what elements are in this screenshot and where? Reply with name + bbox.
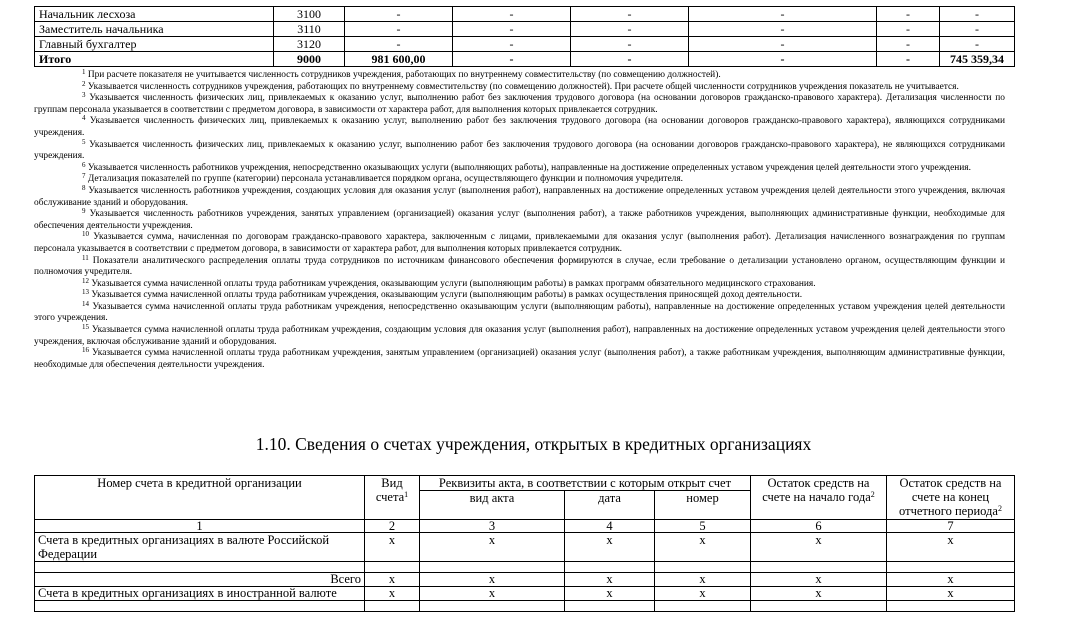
footnote-text: Указывается численность сотрудников учреждения, работающих по внутреннему совместительству (по совмещению должностей). При расчете общей численности сотрудников учреждения показатель не учитывается. — [87, 81, 959, 92]
header-act-kind: вид акта — [420, 491, 565, 520]
footnote-text: Указывается численность работников учреждения, занятых управлением (организацией) оказания услуг (выполнения работ), а также работников учреждения, выполняющих административные функции, необходимые для обеспечения деятельности учреждения. — [34, 209, 1005, 231]
footnote-number: 1 — [82, 68, 86, 76]
table-row: Начальник лесхоза 3100 - - - - - - — [35, 7, 1015, 22]
table-row: Счета в кредитных организациях в иностранной валюте x x x x x x — [35, 587, 1015, 601]
footnote-number: 11 — [82, 253, 89, 262]
footnote-number: 14 — [82, 299, 89, 308]
footnote-number: 5 — [82, 137, 86, 146]
footnote — [34, 183, 1006, 209]
row-name: Главный бухгалтер — [35, 37, 274, 52]
row-name: Заместитель начальника — [35, 22, 274, 37]
rub-accounts-label: Счета в кредитных организациях в валюте Российской Федерации — [35, 533, 365, 562]
header-act-date: дата — [565, 491, 655, 520]
footnote — [34, 253, 1006, 279]
footnotes — [34, 70, 1005, 371]
footnote-number: 10 — [82, 230, 89, 239]
footnote — [34, 348, 1005, 371]
footnote — [34, 137, 1006, 163]
header-balance-begin: Остаток средств на счете на начало года$^2$ — [751, 476, 887, 520]
footnote-text: Показатели аналитического распределения оплаты труда сотрудников по источникам финансового обеспечения формируются в случае, если требование о детализации установлено органом, осуществляющим функции и полномочия учредителя. — [34, 255, 1006, 278]
header-act-details: Реквизиты акта, в соответствии с которым открыт счет — [420, 476, 751, 491]
staff-pay-table — [34, 6, 1015, 67]
footnote-text: Указывается численность работников учреждения, непосредственно оказывающих услуги (выполняющих работы), направленные на достижение определенных уставом учреждения целей деятельности этого учреждения. — [87, 162, 971, 173]
footnote — [34, 276, 1005, 291]
footnote-number: 15 — [82, 323, 89, 332]
column-numbers-row: 1 2 3 4 5 6 7 — [35, 520, 1015, 533]
table-row: Счета в кредитных организациях в валюте Российской Федерации x x x x x x — [35, 533, 1015, 562]
footnote — [34, 290, 1005, 302]
footnote-number: 8 — [82, 183, 86, 192]
bank-accounts-table — [34, 475, 1015, 612]
footnote — [34, 299, 1005, 325]
header-row — [35, 476, 1015, 491]
footnote-text: Указывается численность работников учреждения, создающих условия для оказания услуг (выполнения работ), направленных на достижение определенных уставом учреждения целей деятельности этого учреждения, включая обслуживание зданий и оборудования. — [34, 185, 1006, 208]
footnote-number: 13 — [82, 288, 89, 297]
footnote-number: 7 — [82, 172, 86, 181]
footnote-number: 9 — [82, 207, 86, 216]
footnote-text: Указывается сумма начисленной оплаты труда работникам учреждения, оказывающим услуги (выполняющим работы) в рамках осуществления приносящей доход деятельности. — [91, 290, 803, 301]
footnote-text: Указывается сумма, начисленная по договорам гражданско-правового характера, заключенным с лицами, привлекаемыми для оказания услуг (выполнения работ). Детализация начисленного вознаграждения по группам персонала указывается в соответствии с предметом договора, в зависимости от характера работ, для выполнения которых привлекается сотрудник. — [34, 232, 1006, 254]
row-name: Начальник лесхоза — [35, 7, 274, 22]
row-name: Итого — [35, 52, 274, 67]
footnote-text: Указывается численность физических лиц, привлекаемых к оказанию услуг, выполнению работ без заключения трудового договора (на основании договоров гражданско-правового характера), являющихся сотрудниками учреждения. — [34, 116, 1006, 138]
footnote-text: Указывается сумма начисленной оплаты труда работникам учреждения, занятым управлением (организацией) оказания услуг (выполнения работ), а также работникам учреждения, выполняющим административные функции, необходимые для обеспечения деятельности учреждения. — [34, 348, 1006, 370]
footnote — [34, 160, 1005, 175]
footnote — [34, 79, 1005, 94]
footnote-number: 2 — [82, 79, 86, 88]
footnote-number: 4 — [82, 114, 86, 123]
footnote-text: Указывается сумма начисленной оплаты труда работникам учреждения, создающим условия для оказания услуг (выполнения работ), направленных на достижение определенных уставом учреждения целей деятельности этого учреждения, включая обслуживание зданий и оборудования. — [34, 325, 1006, 347]
footnote — [34, 325, 1005, 348]
footnote-text: Указывается сумма начисленной оплаты труда работникам учреждения, оказывающим услуги (выполняющим работы) в рамках программ обязательного медицинского страхования. — [91, 278, 816, 289]
footnote-text: Указывается сумма начисленной оплаты труда работникам учреждения, непосредственно оказывающим услуги (выполняющим работы), направленные на достижение определенных уставом учреждения целей деятельности этого учреждения. — [34, 301, 1005, 324]
footnote-number: 3 — [82, 91, 86, 100]
section-title: 1.10. Сведения о счетах учреждения, открытых в кредитных организациях — [255, 434, 812, 454]
footnote — [34, 209, 1005, 232]
footnote — [34, 232, 1005, 255]
header-account-number: Номер счета в кредитной организации — [35, 476, 365, 520]
header-account-type: Вид счета$^1$ — [365, 476, 420, 520]
footnote-number: 12 — [82, 276, 89, 285]
footnote-text: Указывается численность физических лиц, привлекаемых к оказанию услуг, выполнению работ без заключения трудового договора (на основании договоров гражданско-правового характера). Детализация численности по группам персонала указывается в соответствии с предметом договора, в зависимости от характера работ, для выполнения которых привлекается сотрудник. — [34, 93, 1005, 115]
total-row: Итого 9000 981 600,00 - - - - 745 359,34 — [35, 52, 1015, 67]
footnote-number: 6 — [82, 160, 86, 169]
foreign-accounts-label: Счета в кредитных организациях в иностранной валюте — [35, 587, 365, 601]
footnote-number: 16 — [82, 346, 89, 355]
table-row — [35, 562, 1015, 573]
table-row: Главный бухгалтер 3120 - - - - - - — [35, 37, 1015, 52]
header-balance-end: Остаток средств на счете на конец отчетного периода$^2$ — [887, 476, 1015, 520]
table-row: Заместитель начальника 3110 - - - - - - — [35, 22, 1015, 37]
footnote — [34, 70, 1005, 82]
total-row: Всего x x x x x x — [35, 573, 1015, 587]
footnote-text: Детализация показателей по группе (категории) персонала устанавливается порядком органа, осуществляющего функции и полномочия учредителя. — [87, 174, 684, 185]
footnote — [34, 116, 1005, 139]
header-act-number: номер — [655, 491, 751, 520]
footnote — [34, 174, 1005, 186]
footnote-text: При расчете показателя не учитывается численность сотрудников учреждения, работающих по внутреннему совместительству (по совмещению должностей). — [87, 70, 721, 80]
footnote-text: Указывается численность физических лиц, привлекаемых к оказанию услуг, выполнению работ без заключения трудового договора (на основании договоров гражданско-правового характера), не являющихся сотрудниками учреждения. — [34, 139, 1006, 162]
total-label: Всего — [35, 573, 365, 587]
footnote — [34, 93, 1005, 116]
table-row — [35, 601, 1015, 612]
